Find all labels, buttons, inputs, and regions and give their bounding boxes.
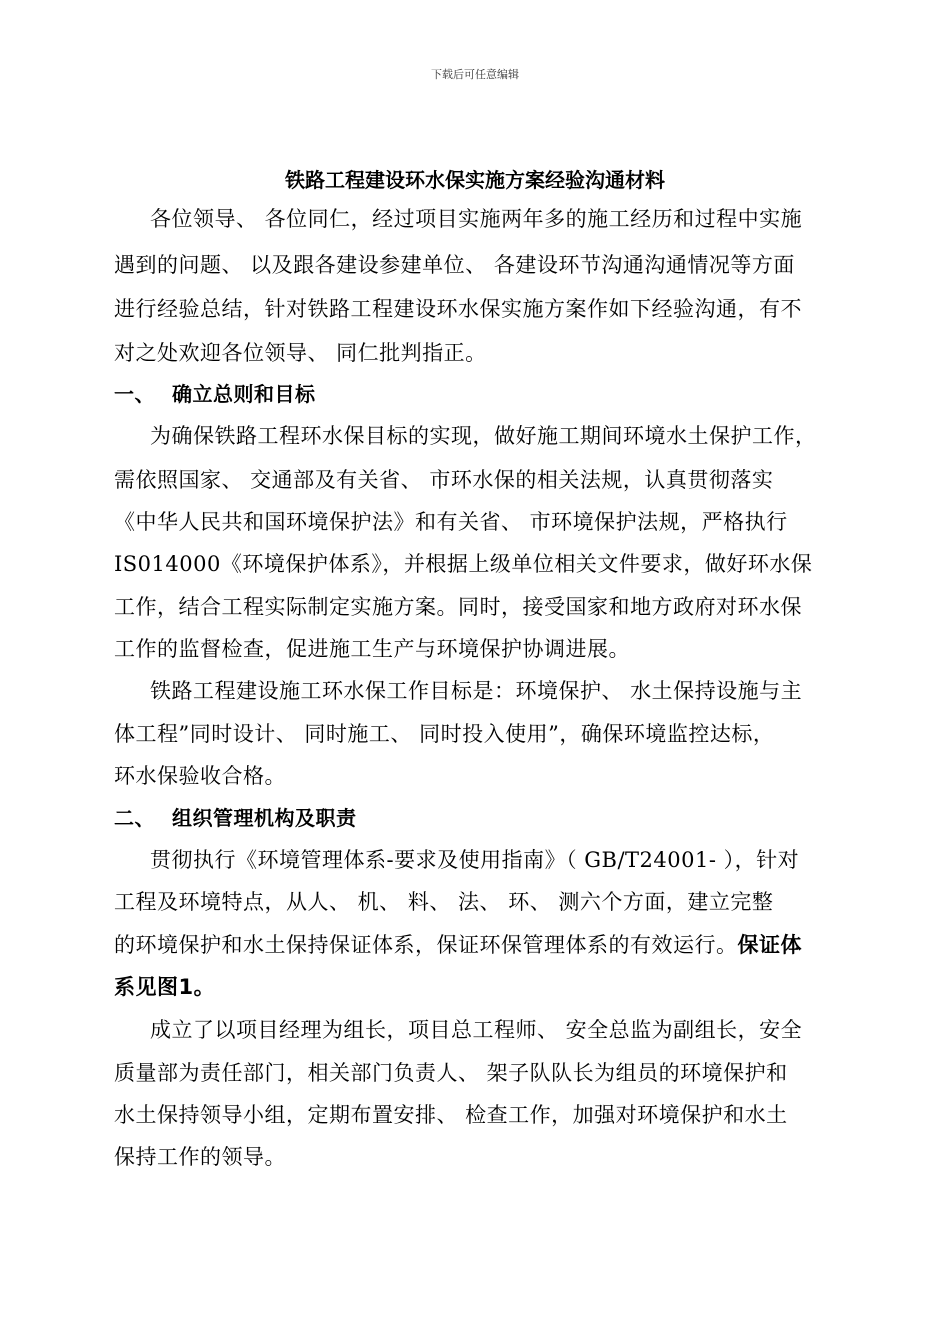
paragraph-line: 为确保铁路工程环水保目标的实现，做好施工期间环境水土保护工作， [150,424,817,448]
section-title: 确立总则和目标 [172,382,316,406]
paragraph-line: 需依照国家、 交通部及有关省、 市环水保的相关法规，认真贯彻落实 [114,468,774,492]
header-note: 下载后可任意编辑 [431,68,519,81]
paragraph-text: 的环境保护和水土保持保证体系，保证环保管理体系的有效运行。 [114,933,738,957]
paragraph-line-bold: 系见图1。 [114,975,216,999]
paragraph-line: 进行经验总结，针对铁路工程建设环水保实施方案作如下经验沟通，有不 [114,297,802,321]
paragraph-line: 工作的监督检查，促进施工生产与环境保护协调进展。 [114,637,630,661]
paragraph-line: 《中华人民共和国环境保护法》和有关省、 市环境保护法规，严格执行 [114,510,788,534]
paragraph-line: IS014000《环境保护体系》，并根据上级单位相关文件要求，做好环水保 [114,552,813,576]
paragraph-line: 保持工作的领导。 [114,1145,286,1169]
paragraph-line: 环水保验收合格。 [114,764,286,788]
paragraph-line: 各位领导、 各位同仁，经过项目实施两年多的施工经历和过程中实施 [150,207,803,231]
paragraph-line: 贯彻执行《环境管理体系-要求及使用指南》（ GB/T24001- ），针对 [150,848,800,872]
paragraph-line: 对之处欢迎各位领导、 同仁批判指正。 [114,341,487,365]
paragraph-line: 遇到的问题、 以及跟各建设参建单位、 各建设环节沟通沟通情况等方面 [114,253,795,277]
paragraph-line: 成立了以项目经理为组长，项目总工程师、 安全总监为副组长，安全 [150,1018,803,1042]
section-title: 组织管理机构及职责 [172,806,357,830]
section-heading-1 [114,380,316,408]
paragraph-line: 铁路工程建设施工环水保工作目标是：环境保护、 水土保持设施与主 [150,679,803,703]
paragraph-line: 工程及环境特点，从人、 机、 料、 法、 环、 测六个方面，建立完整 [114,890,774,914]
paragraph-line: 质量部为责任部门，相关部门负责人、 架子队队长为组员的环境保护和 [114,1061,788,1085]
section-number: 一、 [114,382,155,406]
bold-text: 保证体 [737,933,802,957]
paragraph-line: 体工程”同时设计、 同时施工、 同时投入使用”，确保环境监控达标， [114,722,775,746]
paragraph-line: 工作，结合工程实际制定实施方案。同时，接受国家和地方政府对环水保 [114,595,802,619]
section-number: 二、 [114,806,155,830]
paragraph-line [114,931,802,959]
section-heading-2 [114,804,357,832]
paragraph-line: 水土保持领导小组，定期布置安排、 检查工作，加强对环境保护和水土 [114,1103,788,1127]
document-title: 铁路工程建设环水保实施方案经验沟通材料 [285,168,665,192]
